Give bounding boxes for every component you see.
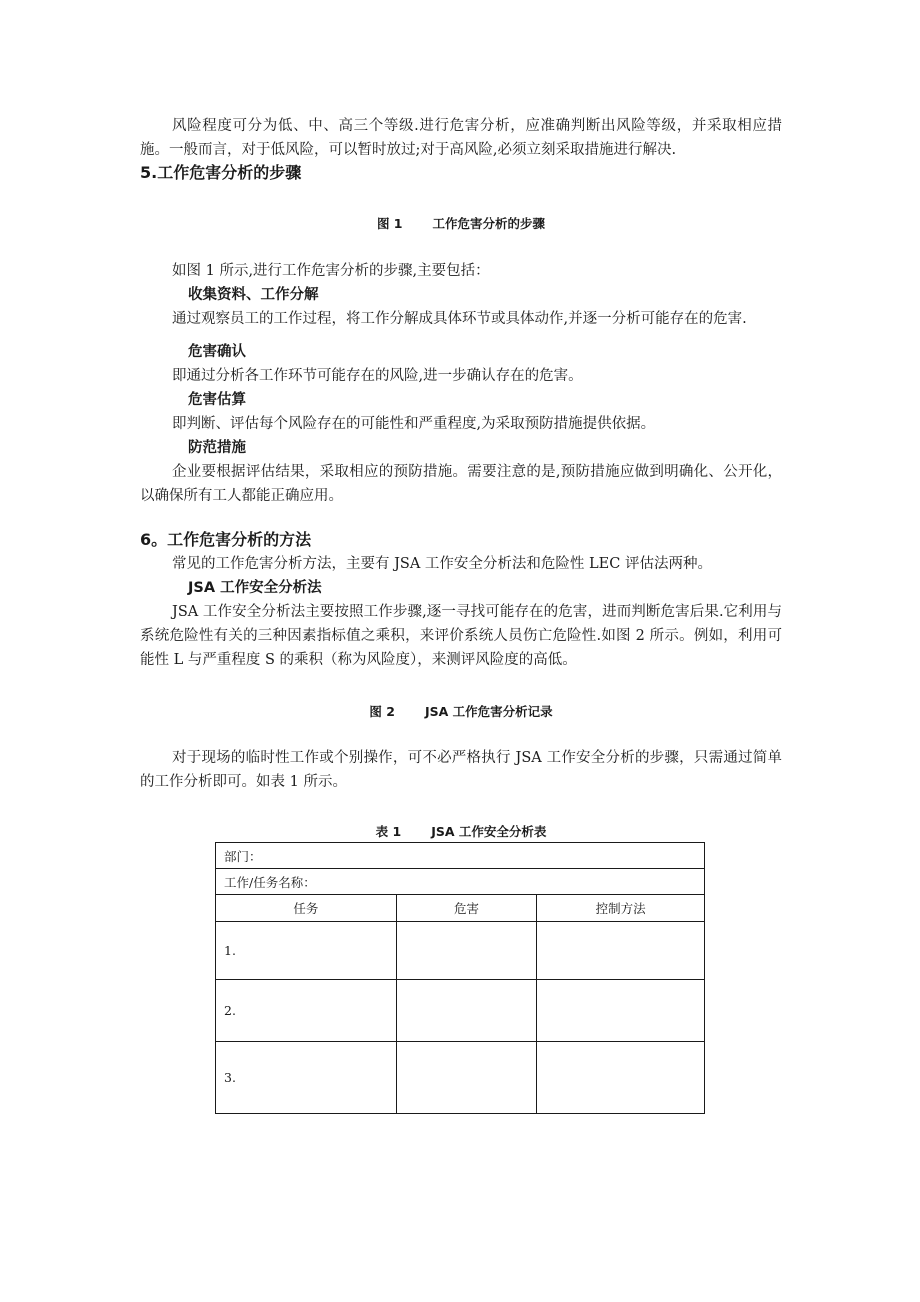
column-header-hazard: 危害 — [396, 895, 537, 922]
figure2-number: 图 2 — [369, 704, 395, 719]
step1-text: 通过观察员工的工作过程，将工作分解成具体环节或具体动作,并逐一分析可能存在的危害. — [172, 311, 747, 327]
step1-title: 收集资料、工作分解 — [188, 287, 319, 303]
section6-heading: 6。工作危害分析的方法 — [140, 530, 312, 549]
table-cell-task: 1. — [216, 922, 397, 980]
step4-title: 防范措施 — [188, 440, 246, 456]
table-cell-task: 3. — [216, 1042, 397, 1114]
after-figure2-paragraph: 对于现场的临时性工作或个别操作，可不必严格执行 JSA 工作安全分析的步骤，只需通过简单的工作分析即可。如表 1 所示。 — [140, 750, 782, 790]
step2-text: 即通过分析各工作环节可能存在的风险,进一步确认存在的危害。 — [172, 368, 583, 384]
step3-text: 即判断、评估每个风险存在的可能性和严重程度,为采取预防措施提供依据。 — [172, 416, 656, 432]
table-cell-hazard — [396, 922, 537, 980]
table-cell-control — [537, 1042, 705, 1114]
table-row-department — [216, 843, 705, 869]
table-cell-hazard — [396, 980, 537, 1042]
section5-heading-block — [140, 161, 782, 185]
department-label: 部门： — [216, 843, 705, 869]
step4-text: 企业要根据评估结果，采取相应的预防措施。需要注意的是,预防措施应做到明确化、公开化，以确保所有工人都能正确应用。 — [140, 464, 782, 504]
jsa-analysis-table — [215, 842, 705, 1114]
column-header-task: 任务 — [216, 895, 397, 922]
table-cell-task: 2. — [216, 980, 397, 1042]
table-header-row — [216, 895, 705, 922]
table-row — [216, 980, 705, 1042]
section5-lead: 如图 1 所示,进行工作危害分析的步骤,主要包括： — [172, 263, 490, 279]
column-header-control: 控制方法 — [537, 895, 705, 922]
section6-lead: 常见的工作危害分析方法，主要有 JSA 工作安全分析法和危险性 LEC 评估法两种。 — [172, 556, 712, 572]
table1-number: 表 1 — [375, 824, 402, 839]
table-cell-hazard — [396, 1042, 537, 1114]
section5-heading: 5.工作危害分析的步骤 — [140, 163, 302, 182]
section5-content — [140, 259, 782, 508]
figure1-title: 工作危害分析的步骤 — [432, 216, 546, 231]
figure2-caption — [140, 702, 782, 722]
jsa-paragraph: JSA 工作安全分析法主要按照工作步骤,逐一寻找可能存在的危害，进而判断危害后果.它利用与系统危险性有关的三种因素指标值之乘积，来评价系统人员伤亡危险性.如图 2 所示。例如，利用可能性 L 与严重程度 S 的乘积（称为风险度），来测评风险度的高低。 — [140, 604, 782, 668]
intro-block — [140, 114, 782, 162]
task-name-label: 工作/任务名称： — [216, 869, 705, 895]
figure1-number: 图 1 — [376, 216, 403, 231]
intro-paragraph: 风险程度可分为低、中、高三个等级.进行危害分析，应准确判断出风险等级，并采取相应措施。一般而言，对于低风险，可以暂时放过;对于高风险,必须立刻采取措施进行解决. — [140, 118, 782, 158]
table1-title: JSA 工作安全分析表 — [431, 824, 547, 839]
section6-content — [140, 528, 782, 672]
jsa-title: JSA 工作安全分析法 — [188, 580, 322, 596]
table-row — [216, 1042, 705, 1114]
table-cell-control — [537, 980, 705, 1042]
table-cell-control — [537, 922, 705, 980]
table-row — [216, 922, 705, 980]
after-figure2-block — [140, 746, 782, 794]
step2-title: 危害确认 — [188, 344, 246, 360]
figure2-title: JSA 工作危害分析记录 — [424, 704, 553, 719]
figure1-caption — [140, 214, 782, 234]
table-row-task-name — [216, 869, 705, 895]
step3-title: 危害估算 — [188, 392, 246, 408]
table1-caption — [140, 822, 782, 842]
